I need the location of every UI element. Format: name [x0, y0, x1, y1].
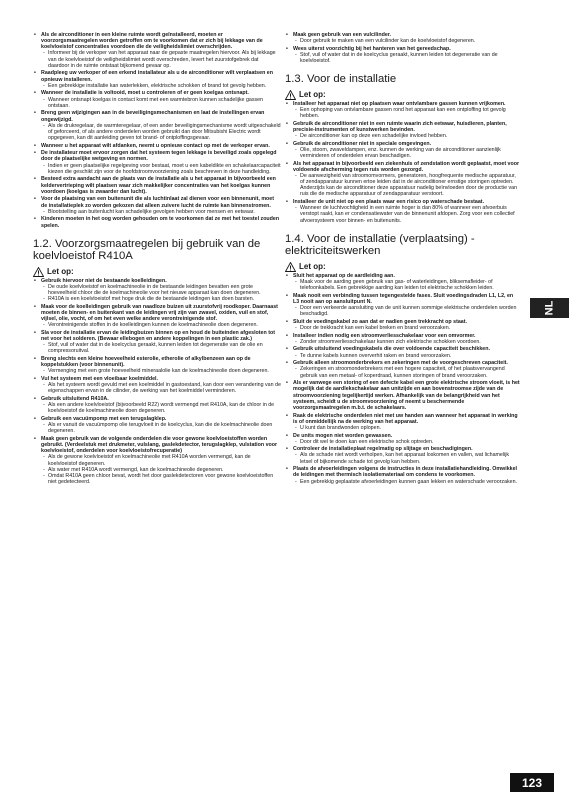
list-item	[33, 176, 281, 194]
list-item	[285, 161, 520, 198]
list-item	[33, 356, 281, 374]
detail-text: - Als het systeem wordt gevuld met een koelmiddel in gastoestand, kan door een verandering van de eigenschappen ervan in de cilinder, de werking van het koelmiddel verminderen.	[33, 382, 281, 394]
section-1-3-title: 1.3. Voor de installatie	[285, 73, 397, 86]
caution-label: Let op:	[299, 89, 326, 99]
list-item	[285, 32, 520, 44]
list-item	[33, 376, 281, 394]
section-1-2-title: 1.2. Voorzorgsmaatregelen bij gebruik van de koelvloeistof R410A	[33, 237, 261, 263]
detail-text: - Indien er geen plaatselijke regelgeving voor bestaat, moet u een kabeldikte en schakelaarcapaciteit kiezen die geschikt zijn voor de hoofdstroomvoorziening zoals beschreven in deze handleiding.	[33, 163, 281, 175]
detail-text: - U kunt dan brandwonden oplopen.	[285, 425, 520, 431]
bullet-text: • Vul het systeem met een vloeibaar koelmiddel.	[33, 376, 281, 382]
left-item-list	[33, 32, 281, 229]
list-item	[33, 196, 281, 214]
list-item	[285, 46, 520, 64]
bullet-text: • Controleer de installatieplaat regelmatig op slijtage en beschadigingen.	[285, 446, 520, 452]
list-item	[285, 380, 520, 411]
detail-text: - Door gebruik te maken van een vulcilinder kan de koelvloeistof degeneren.	[285, 38, 520, 44]
list-item	[33, 278, 281, 303]
detail-text: - De aanwezigheid van stroomomvormers, generatoren, hoogfrequente medische apparatuur, of zendapparatuur kunnen ertoe leiden dat in de airconditioner ernstige storingen optreden. Anderzijds kan de airconditioner deze apparatuur nadelig beïnvloeden door de productie van ruis die de medische apparatuur of zendapparatuur verstoort.	[285, 173, 520, 198]
warning-triangle-icon	[285, 90, 296, 100]
detail-text: - Door dit wel te doen kan een elektrische schok optreden.	[285, 439, 520, 445]
detail-text: - De oude koelvloeistof en koelmachineolie in de bestaande leidingen bevatten een grote hoeveelheid chloor die de koelmachineolie voor het nieuwe apparaat kan doen degeneren.	[33, 284, 281, 296]
warning-triangle-icon	[33, 267, 44, 277]
detail-text: - Omdat R410A geen chloor bevat, wordt het door gaslekdetectoren voor gewone koelvloeistoffen niet gedetecteerd.	[33, 473, 281, 485]
bullet-text: • Gebruik uitsluitend R410A.	[33, 396, 281, 402]
bullet-text: • Maak geen gebruik van een vulcilinder.	[285, 32, 520, 38]
caution-label: Let op:	[47, 266, 74, 276]
list-item	[285, 199, 520, 224]
list-item	[33, 436, 281, 485]
caution-label: Let op:	[299, 261, 326, 271]
detail-text: - Een ophoping van ontvlambare gassen rond het apparaat kan een ontploffing tot gevolg hebben.	[285, 107, 520, 119]
left-column	[33, 32, 281, 487]
bullet-text: • Sluit de voedingskabel zo aan dat er nadien geen trekkracht op staat.	[285, 319, 520, 325]
caution-heading	[33, 267, 281, 277]
detail-text: - Zonder stroomverliesschakelaar kunnen zich elektrische schokken voordoen.	[285, 339, 520, 345]
section-1-2-item-list	[33, 278, 281, 486]
bullet-text: • Als er vanwege een storing of een defecte kabel een grote elektrische stroom vloeit, is het mogelijk dat de aardlekschakelaar aan unitzijde en aan bovenstroomse zijde van de stroomvoorziening tegelijkertijd werken. Afhankelijk van de belangrijkheid van het systeem, scheidt u de stroomvoorziening of neemt u beschermende voorzorgsmaatregelen m.b.t. de schakelaars.	[285, 380, 520, 411]
list-item	[33, 70, 281, 88]
detail-text: - Vermenging met een grote hoeveelheid mineraalolie kan de koelmachineolie doen degeneren.	[33, 368, 281, 374]
page-number: 123	[510, 773, 554, 792]
bullet-text: • Sluit het apparaat op de aardleiding aan.	[285, 273, 520, 279]
list-item	[33, 416, 281, 434]
detail-text: - Als de gewone koelvloeistof en koelmachineolie met R410A worden vermengd, kan de koelvloeistof degeneren.	[33, 454, 281, 466]
warning-triangle-icon	[285, 262, 296, 272]
language-tab	[530, 298, 569, 318]
detail-text: - Als de schade niet wordt verholpen, kan het apparaat loskomen en vallen, wat lichamelijk letsel of bijkomende schade tot gevolg kan hebben.	[285, 452, 520, 464]
list-item	[285, 360, 520, 378]
bullet-text: • De installateur moet ervoor zorgen dat het systeem tegen lekkage is beveiligd zoals opgelegd door de plaatselijke wetgeving en normen.	[33, 150, 281, 162]
list-item	[33, 330, 281, 355]
list-item	[33, 90, 281, 108]
detail-text: - Een gebrekkige installatie kan waterlekken, elektrische schokken of brand tot gevolg hebben.	[33, 83, 281, 89]
bullet-text: • Sla voor de installatie ervan de leidingbuizen binnen op en houd de buiteinden afgesloten tot net voor het solderen. (Bewaar ellebogen en andere koppelingen in een plastic zak.)	[33, 330, 281, 342]
list-item	[285, 466, 520, 484]
bullet-text: • Raak de elektrische onderdelen niet met uw handen aan wanneer het apparaat in werking is of onmiddellijk na de werking van het apparaat.	[285, 413, 520, 425]
detail-text: - Door de trekkracht kan een kabel breken en brand veroorzaken.	[285, 325, 520, 331]
list-item	[33, 304, 281, 329]
detail-text: - Zekeringen en stroomonderbrekers met een hogere capaciteit, of het plaatsvervangend gebruik van een metaal- of koperdraad, kunnen storingen of brand veroorzaken.	[285, 366, 520, 378]
detail-text: - De airconditioner kan op deze een schadelijke invloed hebben.	[285, 133, 520, 139]
list-item	[285, 141, 520, 159]
bullet-text: • Gebruik de airconditioner niet in een ruimte waarin zich eetwaar, huisdieren, planten, precisie-instrumenten of kunstwerken bevinden.	[285, 121, 520, 133]
language-label: NL	[543, 300, 556, 316]
detail-text: - Door een verkeerde aansluiting van de unit kunnen sommige elektrische onderdelen worden beschadigd.	[285, 305, 520, 317]
detail-text: - Een gebrekkig geplaatste afvoerleidingen kunnen gaan lekken en waterschade veroorzaken.	[285, 479, 520, 485]
bullet-text: • Wanneer u het apparaat wilt afdanken, neemt u opnieuw contact op met de verkoper ervan.	[33, 143, 281, 149]
bullet-text: • De units mogen niet worden gewassen.	[285, 433, 520, 439]
list-item	[285, 319, 520, 331]
list-item	[285, 121, 520, 139]
list-item	[33, 32, 281, 69]
detail-text: - Verontreinigende stoffen in de koelleidingen kunnen de koelmachineolie doen degeneren.	[33, 322, 281, 328]
list-item	[285, 413, 520, 431]
section-1-4-item-list	[285, 273, 520, 485]
detail-text: - Te dunne kabels kunnen oververhit raken en brand veroorzaken.	[285, 353, 520, 359]
right-column	[285, 32, 520, 486]
bullet-text: • Gebruik hiervoor niet de bestaande koelleidingen.	[33, 278, 281, 284]
detail-text: - Als de drukregelaar, de warmteregelaar, of een ander beveiligingsmechanisme wordt uitgeschakeld of geforceerd, of als andere onderdelen worden gebruikt dan door Mitsubishi Electric wordt opgegeven, kan dit aanleiding geven tot brand- of ontploffingsgevaar.	[33, 123, 281, 141]
bullet-text: • Installeer indien nodig een stroomverliesschakelaar voor een omvormer.	[285, 333, 520, 339]
detail-text: - Stof, vuil of water dat in de koelcyclus geraakt, kunnen leiden tot degeneratie van de koelvloeistof.	[285, 52, 520, 64]
section-1-4-title: 1.4. Voor de installatie (verplaatsing) - elektriciteitswerken	[285, 232, 475, 258]
list-item	[33, 216, 281, 228]
detail-text: - Blootstelling aan buitenlucht kan schadelijke gevolgen hebben voor mensen en eetwaar.	[33, 209, 281, 215]
detail-text: - Wanneer de luchtvochtigheid in een ruimte hoger is dan 80% of wanneer een afvoerbuis verstopt raakt, kan er condensatiewater van de binnenunit afdopen. Zorg voor een collectief afvoersysteem voor binnen- en buitenunits.	[285, 205, 520, 223]
bullet-text: • Als het apparaat in bijvoorbeeld een ziekenhuis of zendstation wordt geplaatst, moet voor voldoende afscherming tegen ruis worden gezorgd.	[285, 161, 520, 173]
detail-text: - Als een andere koelvloeistof (bijvoorbeeld R22) wordt vermengd met R410A, kan de chloor in de koelvloeistof de koelmachineolie doen degeneren.	[33, 402, 281, 414]
bullet-text: • Wees uiterst voorzichtig bij het hanteren van het gereedschap.	[285, 46, 520, 52]
list-item	[33, 143, 281, 149]
bullet-text: • Voor de plaatsing van een buitenunit die als luchtinlaat zal dienen voor een binnenunit, moet de installatieplek zo worden gekozen dat alleen zuivere lucht de ruimte kan binnenstromen.	[33, 196, 281, 208]
detail-text: - Informeer bij de verkoper van het apparaat naar de gepaste maatregelen hiervoor. Als bij lekkage van de koelvloeistof de veiligheidslimiet wordt overschreden, levert het zuurstofgebrek dat daardoor in de ruimte ontstaat bijkomend gevaar op.	[33, 50, 281, 68]
caution-heading	[285, 262, 520, 272]
bullet-text: • Kinderen moeten in het oog worden gehouden om te voorkomen dat ze met het toestel zouden spelen.	[33, 216, 281, 228]
bullet-text: • Gebruik uitsluitend voedingskabels die over voldoende capaciteit beschikken.	[285, 346, 520, 352]
bullet-text: • Als de airconditioner in een kleine ruimte wordt geïnstalleerd, moeten er voorzorgsmaatregelen worden getroffen om te voorkomen dat er zich bij lekkage van de koelvloeistof concentraties voordoen die de veiligheidslimiet overschrijden.	[33, 32, 281, 50]
detail-text: - Als er vanuit de vacuümpomp olie terugvloeit in de koelcyclus, kan die de koelmachineolie doen degeneren.	[33, 422, 281, 434]
detail-text: - Als water met R410A wordt vermengd, kan de koelmachineolie degeneren.	[33, 467, 281, 473]
list-item	[285, 333, 520, 345]
detail-text: - Wanneer ontsnapt koelgas in contact komt met een warmtebron kunnen schadelijke gassen ontstaan.	[33, 97, 281, 109]
detail-text: - R410A is een koelvloeistof met hoge druk die de bestaande leidingen kan doen barsten.	[33, 296, 281, 302]
list-item	[33, 150, 281, 175]
list-item	[285, 273, 520, 291]
bullet-text: • Maak nooit een verbinding tussen tegengestelde fases. Sluit voedingsdraden L1, L2, en L3 nooit aan op aansluitpunt N.	[285, 293, 520, 305]
bullet-text: • Breng slechts een kleine hoeveelheid esterolie, etherolie of alkylbenzeen aan op de koppelstukken (voor binnenunit).	[33, 356, 281, 368]
bullet-text: • Installeer de unit niet op een plaats waar een risico op waterschade bestaat.	[285, 199, 520, 205]
bullet-text: • Gebruik de airconditioner niet in speciale omgevingen.	[285, 141, 520, 147]
list-item	[33, 396, 281, 414]
bullet-text: • Plaats de afvoerleidingen volgens de instructies in deze installatiehandleiding. Omwikkel de leidingen met thermisch isolatiemateriaal om condens te voorkomen.	[285, 466, 520, 478]
right-top-item-list	[285, 32, 520, 64]
list-item	[285, 101, 520, 119]
bullet-text: • Maak geen gebruik van de volgende onderdelen die voor gewone koelvloeistoffen worden gebruikt. (Verdeelstuk met drukmeter, vulslang, gaslekdetector, terugslagklep, vulstation voor koelvloeistof, onderdelen voor koelvloeistofrecuperatie)	[33, 436, 281, 454]
list-item	[285, 293, 520, 318]
caution-heading	[285, 90, 520, 100]
bullet-text: • Gebruik alleen stroomonderbrekers en zekeringen met de voorgeschreven capaciteit.	[285, 360, 520, 366]
list-item	[285, 446, 520, 464]
bullet-text: • Besteed extra aandacht aan de plaats van de installatie als u het apparaat in bijvoorbeeld een keldervertrieping wilt plaatsen waar zich makkelijker concentraties van het koelgas kunnen voordoen (koelgas is zwaarder dan lucht).	[33, 176, 281, 194]
bullet-text: • Breng geen wijzigingen aan in de beveiligingsmechanismen en laat de instellingen ervan ongewijzigd.	[33, 110, 281, 122]
detail-text: - Stof, vuil of water dat in de koelcyclus geraakt, kunnen leiden tot degeneratie van de olie en compressoruitval.	[33, 342, 281, 354]
bullet-text: • Gebruik een vacuümpomp met een terugslagklep.	[33, 416, 281, 422]
list-item	[33, 110, 281, 141]
section-1-3-item-list	[285, 101, 520, 224]
list-item	[285, 433, 520, 445]
list-item	[285, 346, 520, 358]
bullet-text: • Wanneer de installatie is voltooid, moet u controleren of er geen koelgas ontsnapt.	[33, 90, 281, 96]
detail-text: - Maak voor de aarding geen gebruik van gas- of waterleidingen, bliksemafleider- of telefoonkabels. Een gebrekkige aarding kan leiden tot elektrische schokken leiden.	[285, 279, 520, 291]
bullet-text: • Raadpleeg uw verkoper of een erkend installateur als u de airconditioner wilt verplaatsen en opnieuw installeren.	[33, 70, 281, 82]
bullet-text: • Maak voor de koelleidingen gebruik van naadloze buizen uit zuurstofvrij roodkoper. Daarnaast moeten de binnen- en buitenkant van de leidingen vrij zijn van zwavel, oxiden, vuil en stof, vijlsel, olie, vocht, of om het even welke andere verontreinigende stof.	[33, 304, 281, 322]
detail-text: - Olie, stoom, zwaveldampen, enz. kunnen de werking van de airconditioner aanzienlijk verminderen of onderdelen ervan beschadigen.	[285, 147, 520, 159]
bullet-text: • Installeer het apparaat niet op plaatsen waar ontvlambare gassen kunnen vrijkomen.	[285, 101, 520, 107]
